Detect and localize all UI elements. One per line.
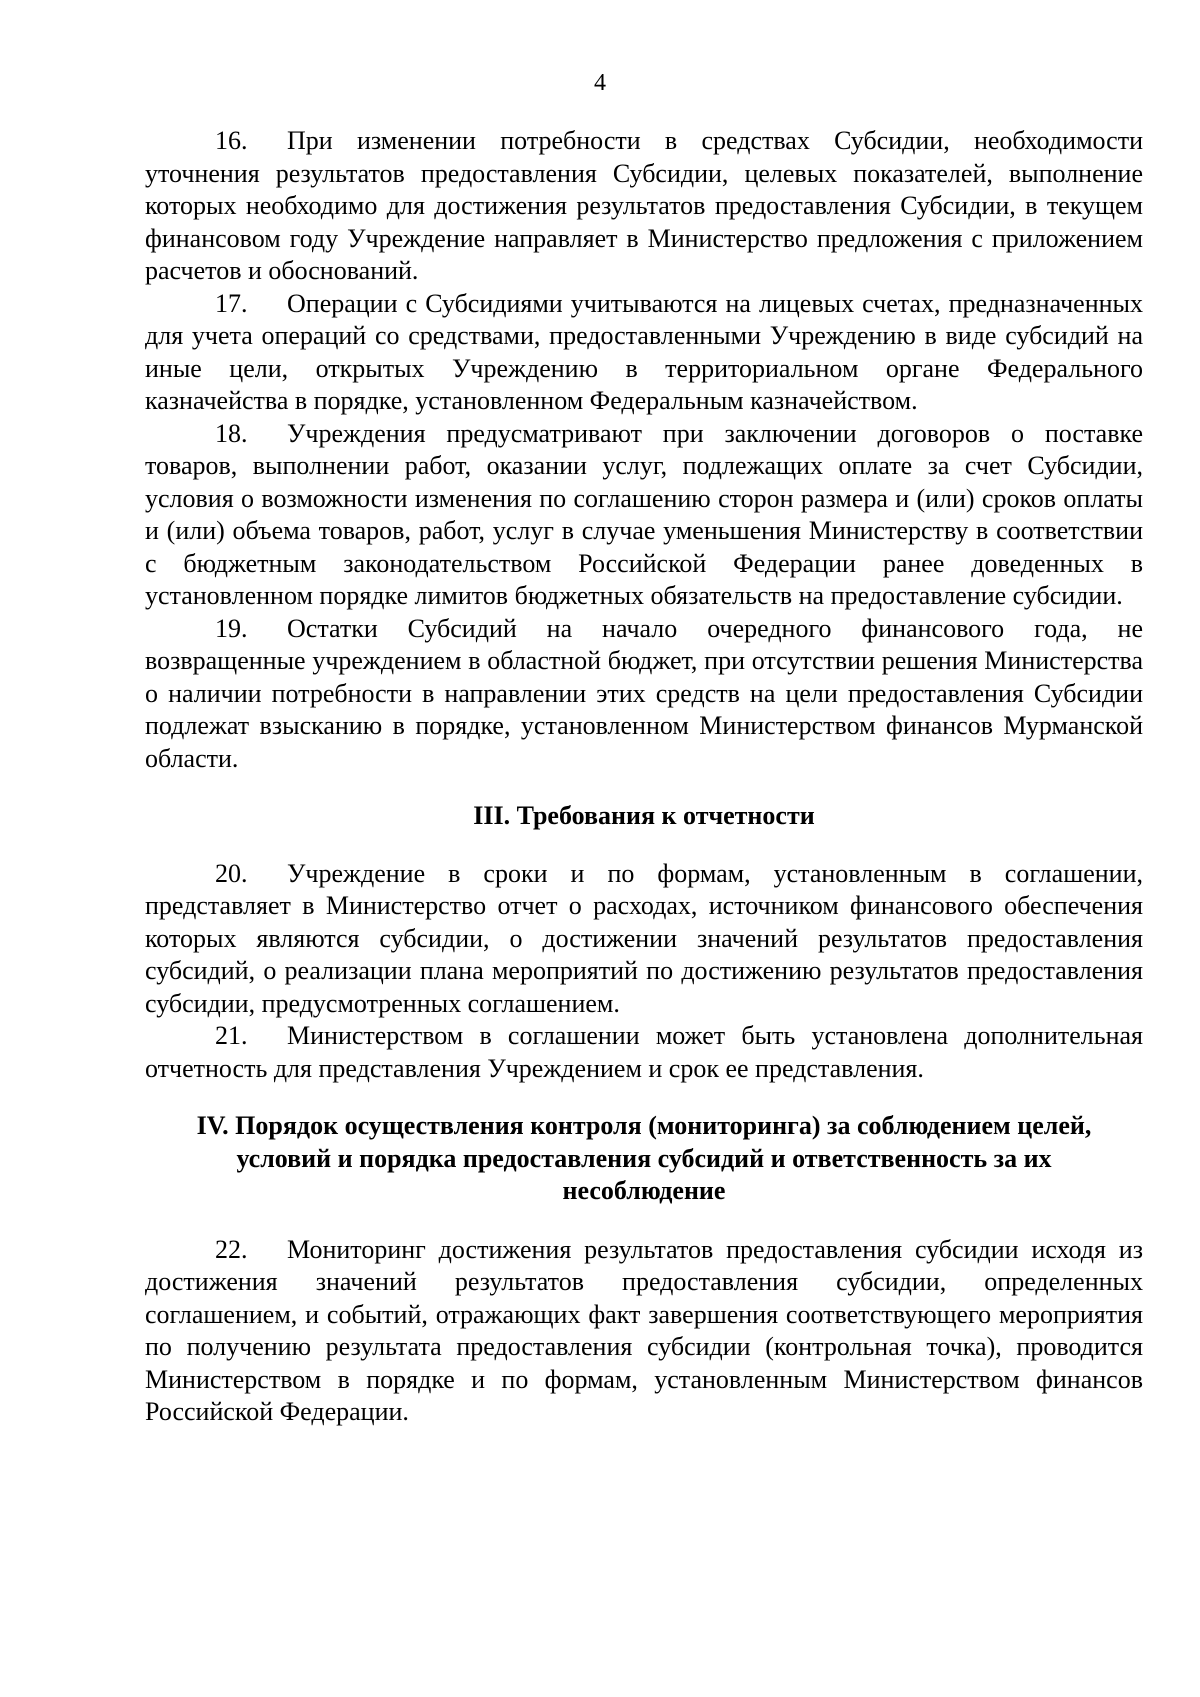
paragraph-text: Учреждения предусматривают при заключении договоров о поставке товаров, выполнении работ, оказании услуг, подлежащих оплате за счет Субсидии, условия о возможности изменения по соглашению сторон размера и (или) сроков оплаты и (или) объема товаров, работ, услуг в случае уменьшения Министерству в соответствии с бюджетным законодательством Российской Федерации ранее доведенных в установленном порядке лимитов бюджетных обязательств на предоставление субсидии. bbox=[145, 418, 1143, 610]
heading-line: условий и порядка предоставления субсидий и ответственность за их bbox=[236, 1143, 1052, 1173]
page-number: 4 bbox=[594, 70, 606, 96]
paragraph-17 bbox=[145, 288, 1143, 418]
paragraph-number: 19. bbox=[215, 613, 248, 643]
paragraph-text: Остатки Субсидий на начало очередного финансового года, не возвращенные учреждением в областной бюджет, при отсутствии решения Министерства о наличии потребности в направлении этих средств на цели предоставления Субсидии подлежат взысканию в порядке, установленном Министерством финансов Мурманской области. bbox=[145, 613, 1143, 773]
paragraph-number: 17. bbox=[215, 288, 248, 318]
heading-line: IV. Порядок осуществления контроля (мониторинга) за соблюдением целей, bbox=[196, 1111, 1092, 1140]
paragraph-text: При изменении потребности в средствах Субсидии, необходимости уточнения результатов предоставления Субсидии, целевых показателей, выполнение которых необходимо для достижения результатов предоставления Субсидии, в текущем финансовом году Учреждение направляет в Министерство предложения с приложением расчетов и обоснований. bbox=[145, 126, 1143, 285]
heading-line: несоблюдение bbox=[562, 1176, 726, 1205]
paragraph-number: 18. bbox=[215, 418, 248, 448]
paragraph-text: Мониторинг достижения результатов предоставления субсидии исходя из достижения значений результатов предоставления субсидии, определенных соглашением, и событий, отражающих факт завершения соответствующего мероприятия по получению результата предоставления субсидии (контрольная точка), проводится Министерством в порядке и по формам, установленным Министерством финансов Российской Федерации. bbox=[145, 1234, 1143, 1426]
paragraph-text: Министерством в соглашении может быть установлена дополнительная отчетность для представления Учреждением и срок ее представления. bbox=[145, 1021, 1143, 1083]
paragraph-18 bbox=[145, 418, 1143, 613]
paragraph-21 bbox=[145, 1020, 1143, 1085]
section-heading-reporting: III. Требования к отчетности bbox=[473, 801, 815, 830]
paragraph-number: 22. bbox=[215, 1234, 248, 1264]
paragraph-text: Учреждение в сроки и по формам, установленным в соглашении, представляет в Министерство отчет о расходах, источником финансового обеспечения которых являются субсидии, о достижении значений результатов предоставления субсидий, о реализации плана мероприятий по достижению результатов предоставления субсидии, предусмотренных соглашением. bbox=[145, 858, 1143, 1018]
paragraph-number: 20. bbox=[215, 858, 248, 888]
paragraph-20 bbox=[145, 858, 1143, 1021]
document-body bbox=[145, 125, 1143, 1429]
paragraph-number: 16. bbox=[215, 126, 248, 155]
paragraph-22 bbox=[145, 1234, 1143, 1429]
paragraph-text: Операции с Субсидиями учитываются на лицевых счетах, предназначенных для учета операций со средствами, предоставленными Учреждению в виде субсидий на иные цели, открытых Учреждению в территориальном органе Федерального казначейства в порядке, установленном Федеральным казначейством. bbox=[145, 288, 1143, 415]
paragraph-19 bbox=[145, 613, 1143, 776]
section-heading-control bbox=[145, 1110, 1143, 1208]
paragraph-number: 21. bbox=[215, 1021, 248, 1050]
paragraph-16 bbox=[145, 125, 1143, 288]
